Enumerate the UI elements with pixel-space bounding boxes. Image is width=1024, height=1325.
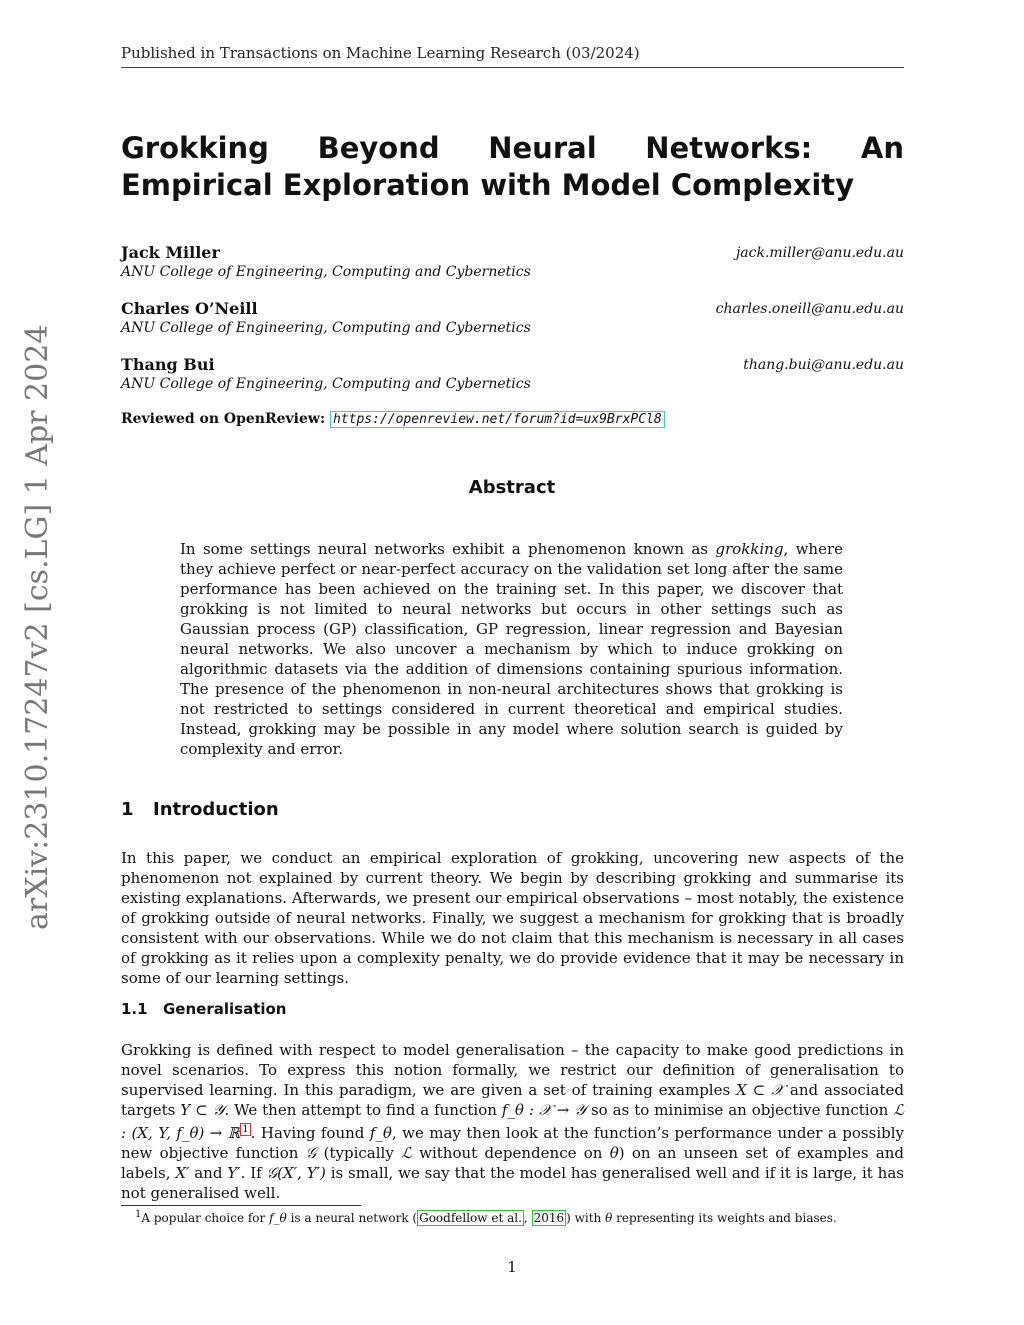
citation-link[interactable]: Goodfellow et al. xyxy=(419,1211,522,1225)
footnote: $^1$A popular choice for f_θ is a neural network ( Goodfellow et al. , 2016 ) with θ representing its weights and biases. xyxy=(135,1209,837,1225)
page-number: 1 xyxy=(507,1258,517,1276)
author-affiliation: ANU College of Engineering, Computing and Cybernetics xyxy=(121,320,531,336)
generalisation-paragraph: Grokking is defined with respect to model generalisation – the capacity to make good predictions in novel scenarios. To express this notion formally, we restrict our definition of generalisation to supervised learning. In this paradigm, we are given a set of training examples X ⊂ 𝒳 and associated targets Y ⊂ 𝒴. We then attempt to find a function f_θ : 𝒳 → 𝒴 so as to minimise an objective function ℒ : (X, Y, f_θ) → ℝ $^1$ . Having found f_θ, we may then look at the function’s performance under a possibly new objective function 𝒢 (typically ℒ without dependence on θ) on an unseen set of examples and labels, X′ and Y′. If 𝒢(X′, Y′) is small, we say that the model has generalised well and if it is large, it has not generalised well. xyxy=(121,1041,905,1202)
author-affiliation: ANU College of Engineering, Computing and Cybernetics xyxy=(121,264,531,280)
author-name: Thang Bui xyxy=(121,355,215,374)
arxiv-stamp: arXiv:2310.17247v2 [cs.LG] 1 Apr 2024 xyxy=(20,324,55,930)
openreview-link[interactable]: https://openreview.net/forum?id=ux9BrxPCl8 xyxy=(330,411,665,428)
author-block-1 xyxy=(121,243,904,283)
review-label: Reviewed on OpenReview: xyxy=(121,411,326,427)
footnote-divider xyxy=(121,1205,361,1206)
section-heading-generalisation: 1.1 Generalisation xyxy=(121,1000,287,1018)
review-line xyxy=(121,411,665,427)
section-heading-introduction: 1 Introduction xyxy=(121,799,279,820)
introduction-paragraph: In this paper, we conduct an empirical exploration of grokking, uncovering new aspects of the phenomenon not explained by current theory. We begin by describing grokking and summarise its existing explanations. Afterwards, we present our empirical observations – most notably, the existence of grokking outside of neural networks. Finally, we suggest a mechanism for grokking that is broadly consistent with our observations. While we do not claim that this mechanism is necessary in all cases of grokking as it relies upon a complexity penalty, we do provide evidence that it may be necessary in some of our learning settings. xyxy=(121,849,904,987)
abstract-text: In some settings neural networks exhibit a phenomenon known as grokking, where they achieve perfect or near-perfect accuracy on the validation set long after the same performance has been achieved on the training set. In this paper, we discover that grokking is not limited to neural networks but occurs in other settings such as Gaussian process (GP) classification, GP regression, linear regression and Bayesian neural networks. We also uncover a mechanism by which to induce grokking on algorithmic datasets via the addition of dimensions containing spurious information. The presence of the phenomenon in non-neural architectures shows that grokking is not restricted to settings considered in current theoretical and empirical studies. Instead, grokking may be possible in any model where solution search is guided by complexity and error. xyxy=(180,540,844,758)
author-email[interactable]: thang.bui@anu.edu.au xyxy=(743,357,904,373)
author-block-2 xyxy=(121,299,904,339)
footnote-mark: 1 xyxy=(135,1209,142,1220)
author-name: Jack Miller xyxy=(121,243,220,262)
author-block-3 xyxy=(121,355,904,395)
author-email[interactable]: jack.miller@anu.edu.au xyxy=(735,245,904,261)
citation-year-link[interactable]: 2016 xyxy=(533,1211,565,1225)
author-email[interactable]: charles.oneill@anu.edu.au xyxy=(715,301,904,317)
paper-title: Grokking Beyond Neural Networks: An Empirical Exploration with Model Complexity xyxy=(121,131,904,202)
author-affiliation: ANU College of Engineering, Computing and Cybernetics xyxy=(121,376,531,392)
abstract-heading: Abstract xyxy=(468,477,556,498)
emphasis-grokking: grokking xyxy=(715,540,784,558)
footnote-ref[interactable]: 1 xyxy=(242,1124,249,1135)
author-name: Charles O’Neill xyxy=(121,299,258,318)
running-header: Published in Transactions on Machine Learning Research (03/2024) xyxy=(121,44,904,68)
